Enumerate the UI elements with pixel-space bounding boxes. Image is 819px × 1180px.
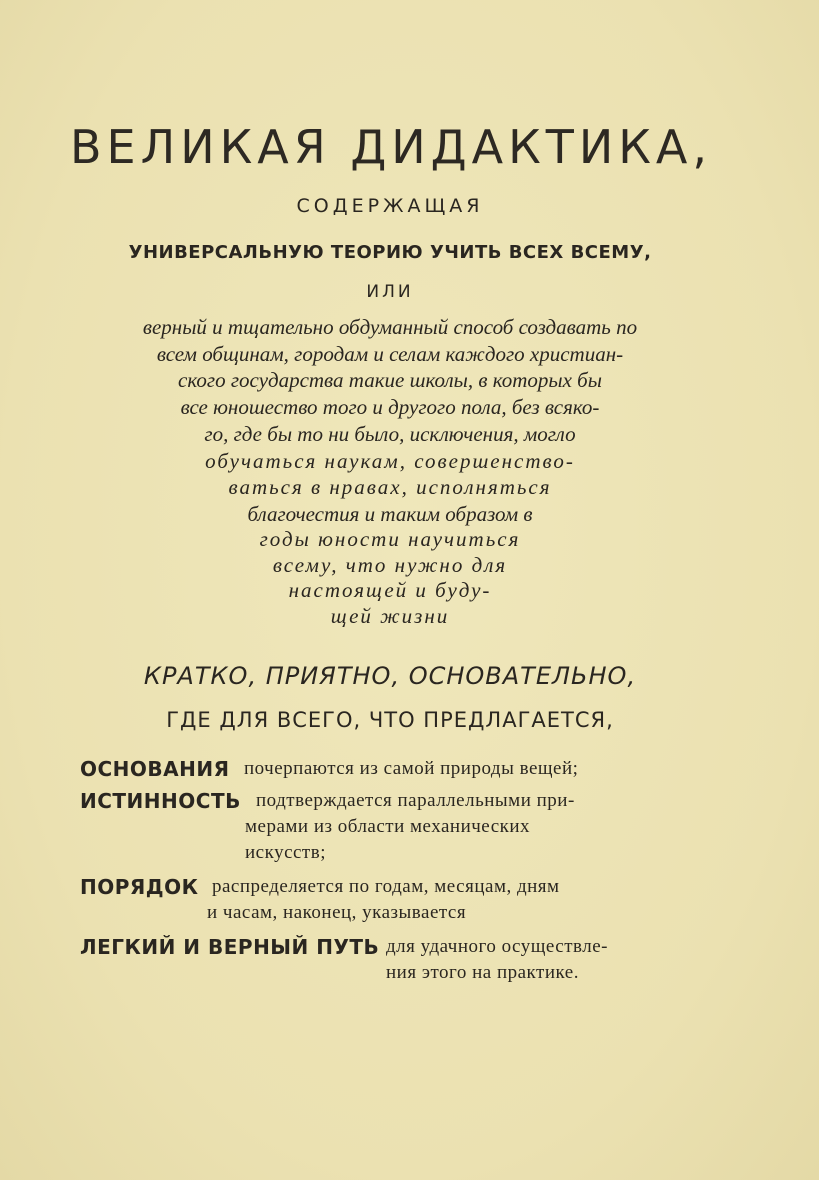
definition-text: подтверждается параллельными при- (256, 790, 575, 811)
definition-label: ИСТИННОСТЬ (80, 789, 241, 813)
definition-label: ОСНОВАНИЯ (80, 757, 230, 781)
italic-line: обучаться наукам, совершенство- (205, 449, 575, 473)
or-separator: ИЛИ (366, 282, 414, 302)
italic-line: го, где бы то ни было, исключения, могло (204, 422, 576, 446)
definition-text: распределяется по годам, месяцам, дням (212, 876, 560, 897)
italic-line: благочестия и таким образом в (247, 502, 533, 526)
definition-label: ЛЕГКИЙ И ВЕРНЫЙ ПУТЬ (80, 935, 380, 959)
definition-label: ПОРЯДОК (80, 875, 199, 899)
definition-text: ния этого на практике. (386, 962, 579, 983)
definition-text: искусств; (245, 842, 326, 863)
italic-line: всему, что нужно для (272, 553, 508, 577)
page-title: ВЕЛИКАЯ ДИДАКТИКА, (70, 120, 712, 174)
subtitle: СОДЕРЖАЩАЯ (296, 195, 484, 217)
brief-heading: КРАТКО, ПРИЯТНО, ОСНОВАТЕЛЬНО, (143, 662, 637, 690)
italic-line: ваться в нравах, исполняться (228, 475, 552, 499)
italic-line: все юношество того и другого пола, без всяко- (180, 395, 600, 419)
italic-line: верный и тщательно обдуманный способ создавать по (142, 315, 638, 339)
definition-text: для удачного осуществле- (386, 936, 608, 957)
italic-line: настоящей и буду- (288, 578, 492, 602)
italic-line: годы юности научиться (259, 527, 521, 551)
definition-text: почерпаются из самой природы вещей; (244, 758, 579, 779)
where-heading: ГДЕ ДЛЯ ВСЕГО, ЧТО ПРЕДЛАГАЕТСЯ, (166, 708, 614, 732)
italic-line: ского государства такие школы, в которых бы (178, 368, 602, 392)
definition-text: мерами из области механических (245, 816, 531, 837)
italic-line: щей жизни (330, 604, 450, 628)
universal-theory-heading: УНИВЕРСАЛЬНУЮ ТЕОРИЮ УЧИТЬ ВСЕХ ВСЕМУ, (128, 242, 652, 263)
definition-text: и часам, наконец, указывается (207, 902, 467, 923)
italic-line: всем общинам, городам и селам каждого христиан- (156, 342, 624, 366)
